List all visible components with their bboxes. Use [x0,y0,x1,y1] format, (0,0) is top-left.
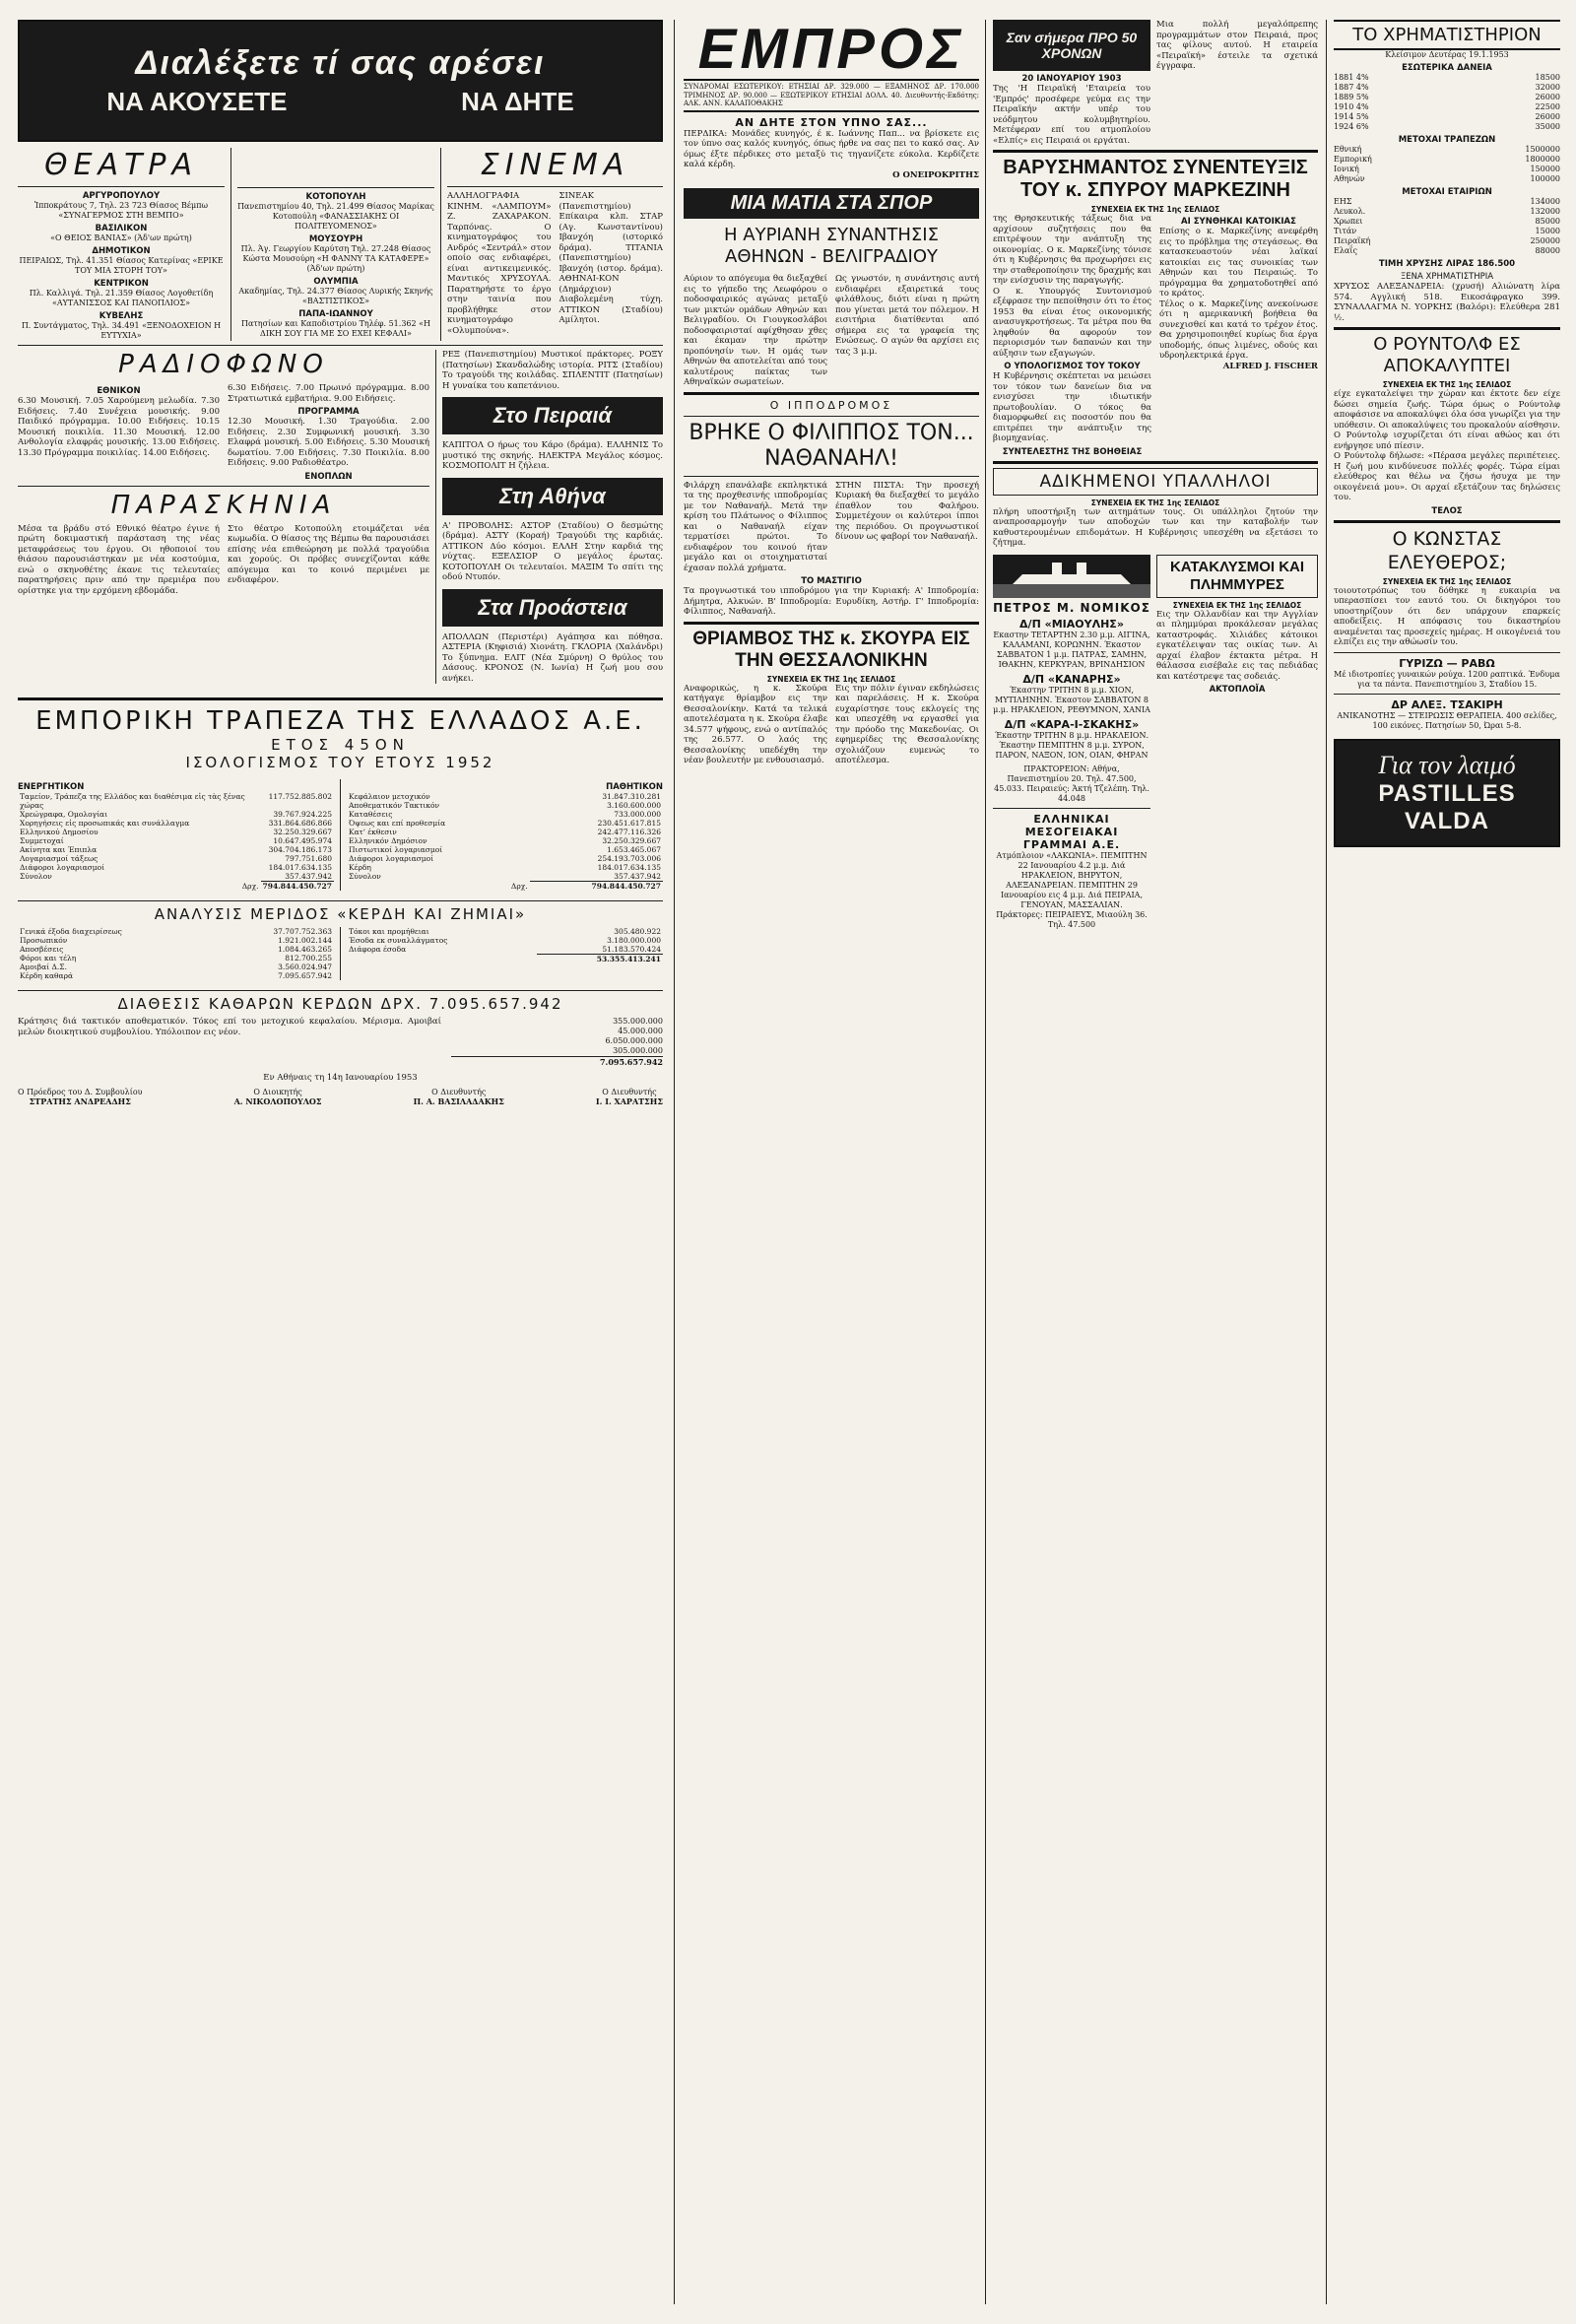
table-row: Έσοδα εκ συναλλάγματος 3.180.000.000 [349,936,661,945]
markezinis-signature: ALFRED J. FISCHER [1222,361,1318,371]
greek-lines-title: ΕΛΛΗΝΙΚΑΙ ΜΕΣΟΓΕΙΑΚΑΙ ΓΡΑΜΜΑΙ Α.Ε. [1022,812,1121,851]
table-row: Κέρδη καθαρά 7.095.657.942 [20,971,332,980]
exchange-section-1: ΕΣΩΤΕΡΙΚΑ ΔΑΝΕΙΑ [1402,63,1492,73]
exchange-section-2: ΜΕΤΟΧΑΙ ΤΡΑΠΕΖΩΝ [1398,135,1496,145]
table-row: Καταθέσεις 733.000.000 [349,810,661,819]
list-item: 1881 4% 18500 [1334,73,1560,82]
pl-credit-table [347,927,663,963]
radio-station-1: ΕΘΝΙΚΟΝ [97,386,141,396]
left-block [18,20,663,2304]
table-row: Πιστωτικοί λογαριασμοί 1.653.465.067 [349,845,661,854]
rudolph-end: ΤΕΛΟΣ [1431,505,1463,516]
liabilities-table [347,792,663,891]
loan-rates [1334,73,1560,132]
list-item: Εμπορική 1800000 [1334,155,1560,164]
table-row: Χρεώγραφα, Ομολογίαι 39.767.924.225 [20,810,332,819]
table-row-total: Δρχ. 794.844.450.727 [510,881,661,891]
assets-heading: ΕΝΕΡΓΗΤΙΚΟΝ [18,782,85,792]
gyrizo-text: Μέ ιδιοτροπίες γυναικών ρούχα. 1200 ραπτικά. Ένδυμα για τα πάντα. Πανεπιστημίου 3, Σταδίου 15. [1334,669,1560,689]
foreign-exchanges: ΞΕΝΑ ΧΡΗΜΑΤΙΣΤΗΡΙΑ [1400,272,1494,282]
adikimenoi-title: ΑΔΙΚΗΜΕΝΟΙ ΥΠΑΛΛΗΛΟΙ [993,468,1318,496]
radio-station-2: ΠΡΟΓΡΑΜΜΑ [297,407,360,417]
bank-year: ΕΤΟΣ 45ΟΝ [271,736,410,754]
cinema-venue-3: ΟΛΥΜΠΙΑ Ακαδημίας, Τηλ. 24.377 Θίασος Λυρικής Σκηνής «ΒΑΣΤΙΣΤΙΚΟΣ» [238,277,433,305]
list-item: Πειραϊκή 250000 [1334,236,1560,245]
theatres-section [18,148,230,341]
list-item: 1887 4% 32000 [1334,83,1560,92]
center-right-block [993,20,1318,2304]
table-row: Τόκοι και προμήθειαι 305.480.922 [349,927,661,936]
exchange-date: Κλείσιμον Δευτέρας 19.1.1953 [1385,50,1509,59]
rudolph-continued: ΣΥΝΕΧΕΙΑ ΕΚ ΤΗΣ 1ης ΣΕΛΙΔΟΣ [1382,380,1512,389]
signatures: Ο Πρόεδρος του Δ. Συμβουλίου ΣΤΡΑΤΗΣ ΑΝΔΡΕΑΔΗΣ Ο Διοικητής Α. ΝΙΚΟΛΟΠΟΥΛΟΣ Ο Διευθυντής Π. Α. ΒΑΣΙΛΑΔΑΚΗΣ Ο Διευθυντής Ι. Ι. ΧΑΡΑΤΣΗΣ [18,1087,663,1106]
table-row: Αμοιβαί Δ.Σ. 3.560.024.947 [20,963,332,971]
markezinis-text-1: της Θρησκευτικής τάξεως δια να αρχίσουν συζητήσεις που θα επιτρέψουν την ανάπτυξη της οικονομίας. Ο κ. Μαρκεζίνης τόνισε ότι η Κυβέρνησις θα προχωρήσει εις την σταθεροποίησιν της δραχμής και την ενίσχυσιν της παραγωγής. [993,214,1151,286]
distribution-title: ΔΙΑΘΕΣΙΣ ΚΑΘΑΡΩΝ ΚΕΡΔΩΝ ΔΡΧ. 7.095.657.942 [117,995,563,1013]
gyrizo-title: ΓΥΡΙΖΩ — ΡΑΒΩ [1399,656,1495,670]
list-item: Εθνική 1500000 [1334,145,1560,154]
radio-station-3: ΕΝΟΠΛΩΝ [304,471,353,482]
cinema-listings-2: ΡΕΞ (Πανεπιστημίου) Μυστικοί πράκτορες. ΡΟΞΥ (Πατησίων) Σκανδαλώδης ιστορία. ΡΙΤΣ (Σταδίου) Το τραγούδι της κοιλάδας. ΣΠΛΕΝΤΙΤ (Πατησίων) Η γυναίκα του καπετάνιου. [442,350,663,391]
table-row: Κατ' έκθεσιν 242.477.116.326 [349,828,661,836]
athina-banner: Στη Αθήνα [442,478,663,515]
theatre-list [18,191,225,341]
distribution-text: Κράτησις διά τακτικόν αποθεματικόν. Τόκος επί του μετοχικού κεφαλαίου. Μέρισμα. Αμοιβαί μελών διοικητικού συμβουλίου. Υπόλοιπον εις νέον. [18,1017,441,1037]
adikimenoi-continued: ΣΥΝΕΧΕΙΑ ΕΚ ΤΗΣ 1ης ΣΕΛΙΔΟΣ [1090,498,1220,507]
exchange-section-3: ΜΕΤΟΧΑΙ ΕΤΑΙΡΙΩΝ [1402,187,1492,197]
banner-see: ΝΑ ΔΗΤΕ [461,87,574,116]
list-item: 1914 5% 26000 [1334,112,1560,121]
rudolph-title: Ο ΡΟΥΝΤΟΛΦ ΕΣ ΑΠΟΚΑΛΥΠΤΕΙ [1373,334,1521,376]
radio-title: ΡΑΔΙΟΦΩΝΟ [118,350,329,379]
greek-lines-agents: Πράκτορες: ΠΕΙΡΑΙΕΥΣ, Μιαούλη 36. Τηλ. 47.500 [996,909,1148,929]
bank-statement [18,706,663,1106]
pl-title: ΑΝΑΛΥΣΙΣ ΜΕΡΙΔΟΣ «ΚΕΡΔΗ ΚΑΙ ΖΗΜΙΑΙ» [154,905,527,923]
bank-title: ΕΜΠΟΡΙΚΗ ΤΡΑΠΕΖΑ ΤΗΣ ΕΛΛΑΔΟΣ Α.Ε. [35,706,645,736]
markezinis-text-3: Επίσης ο κ. Μαρκεζίνης ανεφέρθη εις το πρόβλημα της στεγάσεως. Θα κατασκευαστούν νέαι λαϊκαί κατοικίαι εις τας συνοικίας των Αθηνών και του Πειραιώς. Το πρόγραμμα θα χρηματοδοτηθεί από το κράτος. [1159,227,1318,299]
banner-headline: Διαλέξετε τί σας αρέσει [135,44,546,82]
cinema-venues [231,148,440,341]
editorial-signature: Ο ΟΝΕΙΡΟΚΡΙΤΗΣ [892,169,979,180]
cinema-mail: ΑΛΛΗΛΟΓΡΑΦΙΑ ΚΙΝΗΜ. «ΛΑΜΠΟΥΜ» Ζ. ΖΑΧΑΡΑΚΟΝ. Ταρπόνας. Ο κινηματογράφος του Ανδρός «Σεντράλ» στον οποίο σας ενδιαφέρει, είναι αντικειμενικός. Μαντικός ΧΡΥΣΟΥΛΑ. Παρατηρήστε το έργο στην ταινία που προβλήθηκε στον κινηματογράφο «Ολυμπούνα». [447,191,552,336]
ship-3: Δ/Π «ΚΑΡΑ-Ι-ΣΚΑΚΗΣ» Έκαστην ΤΡΙΤΗΝ 8 μ.μ. ΗΡΑΚΛΕΙΟΝ. Έκαστην ΠΕΜΠΤΗΝ 8 μ.μ. ΣΥΡΟΝ, ΠΑΡΟΝ, ΝΑΞΟΝ, ΙΟΝ, ΟΙΑΝ, ΦΗΡΑΝ [994,717,1149,760]
backstage-title: ΠΑΡΑΣΚΗΝΙΑ [110,490,337,520]
flood-text: Εις την Ολλανδίαν και την Αγγλίαν αι πλημμύραι προκάλεσαν μεγάλας καταστροφάς. Χιλιάδες κάτοικοι εγκατέλειψαν τας οικίας των. Αι αρχαί έλαβον έκτακτα μέτρα. Η θάλασσα εισέβαλε εις τας πεδιάδας και κατέστρεψε τας σοδειάς. [1156,609,1318,682]
right-block [1334,20,1560,2304]
markezinis-title: ΒΑΡΥΣΗΜΑΝΤΟΣ ΣΥΝΕΝΤΕΥΞΙΣ ΤΟΥ κ. ΣΠΥΡΟΥ ΜΑΡΚΕΖΙΝΗ [1003,157,1308,201]
table-row: Λογαριασμοί τάξεως 797.751.680 [20,854,332,863]
adikimenoi-text: πλήρη υποστήριξη των αιτημάτων τους. Οι υπάλληλοι ζητούν την αναπροσαρμογήν των αποδοχών των και την καταβολήν των καθυστερουμένων επιδομάτων. Η Κυβέρνησις υπεσχέθη να εξετάσει το ζήτημα. [993,506,1318,548]
editorial-title: ΑΝ ΔΗΤΕ ΣΤΟΝ ΥΠΝΟ ΣΑΣ... [735,115,928,129]
proasteia-banner: Στα Προάστεια [442,589,663,627]
backstage-text-2: Στο θέατρο Κοτοπούλη ετοιμάζεται νέα κωμωδία. Ο θίασος της Βέμπω θα παρουσιάσει επίσης νέα επιθεώρηση με πολλά τραγούδια και χορούς. Οι πρόβες συνεχίζονται κάθε απόγευμα και το κοινό περιμένει με ενδιαφέρον. [228,523,429,585]
list-item: 1889 5% 26000 [1334,93,1560,101]
kostas-text: τοιουτοτρόπως του δόθηκε η ευκαιρία να υπερασπίσει τον εαυτό του. Οι δικηγόροι του υποστηρίζουν ότι δεν υπάρχουν επαρκείς αποδείξεις. Η απόφασις του δικαστηρίου αναμένεται τας προσεχείς ημέρας. Η οικογένειά του ελπίζει εις την αθώωσίν του. [1334,585,1560,647]
backstage-text-1: Μέσα τα βράδυ στό Εθνικό θέατρο έγινε ή πρώτη δοκιμαστική παράσταση της νέας μεταφράσεως του έργου. Οι ηθοποιοί του θιάσου παρουσιάστηκαν με νέα κοστούμια, ενώ ο σκηνοθέτης έκανε τις τελευταίες παρατηρήσεις πριν από την πρεμιέρα που ορίστηκε για την ερχόμενη εβδομάδα. [18,523,220,596]
kostas-title: Ο ΚΩΝΣΤΑΣ ΕΛΕΥΘΕΡΟΣ; [1387,527,1507,573]
greek-lines-text: Ατμόπλοιον «ΛΑΚΩΝΙΑ». ΠΕΜΠΤΗΝ 22 Ιανουαρίου 4.2 μ.μ. Διά ΗΡΑΚΛΕΙΟΝ, ΒΗΡΥΤΟΝ, ΑΛΕΞΑΝΔΡΕΙΑΝ. ΠΕΜΠΤΗΝ 29 Ιανουαρίου εις 4 μ.μ. Διά ΠΕΙΡΑΙΑ, ΓΕΝΟΥΑΝ, ΜΑΣΣΑΛΙΑΝ. [996,850,1148,909]
table-row-total: Δρχ. 794.844.450.727 [241,881,332,891]
table-row: Γενικά έξοδα διαχειρίσεως 37.707.752.363 [20,927,332,936]
table-row: Όψεως και επί προθεσμία 230.451.617.815 [349,819,661,828]
proasteia-listings: ΑΠΟΛΛΩΝ (Περιστέρι) Αγάπησα και πόθησα. ΑΣΤΕΡΙΑ (Κηφισιά) Χιονάτη. ΓΚΛΟΡΙΑ (Χαλάνδρι) Το ξύπνημα. ΕΛΙΤ (Νέα Σμύρνη) Ο θρύλος του Δάσους. ΚΡΟΝΟΣ (Ν. Ιωνία) Η ζωή μου σου ανήκει. [442,631,663,684]
pyramid-text: Μια πολλή μεγαλόπρεπης προγραμμάτων στον Πειραιά, προς τας φίλους αυτού. Η εταιρεία «Πειραϊκή» έστειλε τα σχετικά έγγραφα. [1156,20,1318,71]
athina-listings: Α' ΠΡΟΒΟΛΗΣ: ΑΣΤΟΡ (Σταδίου) Ο δεσμώτης (δράμα). ΑΣΤΥ (Κοραή) Τραγούδι της καρδιάς. ΑΤΤΙΚΟΝ Δύο κόσμοι. ΕΛΛΗ Στην καρδιά της νύχτας. ΕΞΕΛΣΙΟΡ Ο μεγάλος έρωτας. ΚΟΤΟΠΟΥΛΗ Οι τελευταίοι. ΜΑΞΙΜ Το σπίτι της οδού Ντυπόν. [442,520,663,582]
list-item: Χρωπει 85000 [1334,217,1560,226]
table-row: Αποσβέσεις 1.084.463.265 [20,945,332,954]
table-row: Ακίνητα και Έπιπλα 304.704.186.173 [20,845,332,854]
cinema-listings: ΣΙΝΕΑΚ (Πανεπιστημίου) Επίκαιρα κλπ. ΣΤΑΡ (Αγ. Κωνσταντίνου) Ιβανχόη (ιστορικό δράμα). ΤΙΤΑΝΙΑ (Πανεπιστημίου) Ιβανχόη (ιστορ. δράμα). ΑΘΗΝΑΙ-ΚΟΝ (Δημάρχιον) Διαβολεμένη τύχη. ΑΤΤΙΚΟΝ (Σταδίου) Αμίλητοι. [558,191,663,325]
markezinis-continued: ΣΥΝΕΧΕΙΑ ΕΚ ΤΗΣ 1ης ΣΕΛΙΔΟΣ [1090,205,1220,214]
table-row: Διάφοροι λογαριασμοί 254.193.703.006 [349,854,661,863]
radio-schedule-extra: 6.30 Ειδήσεις. 7.00 Πρωινό πρόγραμμα. 8.00 Στρατιωτικά εμβατήρια. 9.00 Ειδήσεις. [228,383,429,404]
shipping-ship-icon [993,555,1150,598]
list-item: 1910 4% 22500 [1334,102,1560,111]
valda-brand: PASTILLES VALDA [1378,779,1516,834]
theatre-5: ΚΥΒΕΛΗΣ Π. Συντάγματος, Τηλ. 34.491 «ΞΕΝΟΔΟΧΕΙΟΝ Η ΕΥΤΥΧΙΑ» [21,311,222,340]
bank-rates [1334,145,1560,184]
liabilities-heading: ΠΑΘΗΤΙΚΟΝ [606,782,663,792]
banner-listen: ΝΑ ΑΚΟΥΣΕΤΕ [106,87,288,116]
valda-slogan: Για τον λαιμό [1378,750,1516,779]
pl-debit-table [18,927,334,980]
table-row: Διάφορα έσοδα 51.183.570.424 [349,945,661,954]
table-row: Ταμείον, Τράπεζα της Ελλάδος και διαθέσιμα εἰς τὰς ξένας χώρας 117.752.885.802 [20,792,332,810]
masthead: ΕΜΠΡΟΣ [697,20,965,81]
skoura-continued: ΣΥΝΕΧΕΙΑ ΕΚ ΤΗΣ 1ης ΣΕΛΙΔΟΣ [766,674,896,684]
archive-text: Της 'Η Πειραϊκή 'Εταιρεία του 'Εμπρός' προσέφερε γεύμα εις την Πειραϊκήν ακτήν υπέρ του νεόδμητου κολυμβητηρίου. Μετέφεραν επί του ατμοπλοίου «Ελπίς» εις Πειραιά οι εργάται. [993,84,1150,146]
markezinis-text-2: Ο κ. Υπουργός Συντονισμού εξέφρασε την πεποίθησιν ότι το έτος 1953 θα είναι έτος οικονομικής ανασυγκροτήσεως. Τα μέτρα που θα ληφθούν θα αφορούν τον περιορισμόν των δαπανών και την αύξησιν των εξαγωγών. [993,286,1151,359]
rudolph-text-2: Ο Ρούντολφ δήλωσε: «Πέρασα μεγάλες περιπέτειες. Η ζωή μου κινδύνευσε πολλές φορές. Τώρα είμαι ελεύθερος και θέλω να ζήσω ήσυχα με την οικογένειά μου». Οι αρχαί εξετάζουν τας δηλώσεις του. [1334,451,1560,502]
sport-banner: ΜΙΑ ΜΑΤΙΑ ΣΤΑ ΣΠΟΡ [684,188,979,219]
table-row: Σύνολον 357.437.942 [349,872,661,881]
markezinis-sub-4: ΣΥΝΤΕΛΕΣΤΗΣ ΤΗΣ ΒΟΗΘΕΙΑΣ [1002,446,1143,457]
cinema-venue-1: ΚΟΤΟΠΟΥΛΗ Πανεπιστημίου 40, Τηλ. 21.499 Θίασος Μαρίκας Κοτοπούλη «ΦΑΝΑΣΣΙΑΚΗΣ ΟΙ ΠΟΛΙΤΕΥΟΜΕΝΟΣ» [237,192,434,231]
radio-schedule-1: 6.30 Μουσική. 7.05 Χαρούμενη μελωδία. 7.30 Ειδήσεις. 7.40 Συνέχεια μουσικής. 9.00 Παιδικό πρόγραμμα. 10.00 Ειδήσεις. 10.15 Μουσική ποικιλία. 11.30 Μουσική. 12.00 Ανθολογία ελαφράς μουσικής. 13.00 Ειδήσεις. 13.30 Πρόγραμμα ποικιλίας. 14.00 Ειδήσεις. [18,396,220,458]
horse-heading: Ο ΙΠΠΟΔΡΟΜΟΣ [769,398,893,412]
flood-title: ΚΑΤΑΚΛΥΣΜΟΙ ΚΑΙ ΠΛΗΜΜΥΡΕΣ [1156,555,1318,598]
doctor-title: ΔΡ ΑΛΕΞ. ΤΣΑΚΙΡΗ [1391,697,1503,711]
list-item: Τιτάν 15000 [1334,227,1560,235]
sport-text-1: Αύριον το απόγευμα θα διεξαχθεί εις το γήπεδο της Λεωφόρου ο ποδοσφαιρικός αγώνας μεταξύ των μικτών ομάδων Αθηνών και Βελιγραδίου. Οι Γιουγκοσλάβοι ποδοσφαιρισταί αφίχθησαν χθες και έκαμαν την πρώτην προπόνησίν των. Η ομάς των Αθηνών θα αποτελείται από τους καλυτέρους παίκτας των Αθηναϊκών σωματείων. [684,274,827,387]
bank-subtitle: ΙΣΟΛΟΓΙΣΜΟΣ ΤΟΥ ΕΤΟΥΣ 1952 [185,754,495,771]
ship-2: Δ/Π «ΚΑΝΑΡΗΣ» Έκαστην ΤΡΙΤΗΝ 8 μ.μ. ΧΙΟΝ, ΜΥΤΙΛΗΝΗΝ. Έκαστον ΣΑΒΒΑΤΟΝ 8 μ.μ. ΗΡΑΚΛΕΙΟΝ, ΡΕΘΥΜΝΟΝ, ΧΑΝΙΑ [993,672,1150,714]
markezinis-sub-2: ΑΙ ΣΥΝΘΗΚΑΙ ΚΑΤΟΙΚΙΑΣ [1181,217,1296,227]
kostas-continued: ΣΥΝΕΧΕΙΑ ΕΚ ΤΗΣ 1ης ΣΕΛΙΔΟΣ [1382,576,1512,586]
table-row: Συμμετοχαί 10.647.495.974 [20,836,332,845]
table-row-total: 53.355.413.241 [347,955,663,964]
cinema-section [441,148,663,341]
distribution-values: 355.000.000 45.000.000 6.050.000.000 305.000.000 7.095.657.942 [451,1017,663,1067]
horse-text-2: ΣΤΗΝ ΠΙΣΤΑ: Την προσεχή Κυριακή θα διεξαχθεί το μεγάλο έπαθλον του Φαλήρου. Συμμετέχουν οι καλύτεροι ίπποι της περιόδου. Οι προγνωστικοί δίνουν ως φαβορί τον Ναθαναήλ. [835,480,979,542]
markezinis-sub-3: Ο ΥΠΟΛΟΓΙΣΜΟΣ ΤΟΥ ΤΟΚΟΥ [1004,362,1141,371]
peiraias-listings: ΚΑΠΙΤΟΛ Ο ήρως του Κάρο (δράμα). ΕΛΛΗΝΙΣ Το μυστικό της σκηνής. ΗΛΕΚΤΡΑ Μεγάλος κόσμος. ΚΟΣΜΟΠΟΛΙΤ Η ζήλεια. [442,440,663,471]
whip-text: Τα προγνωστικά του ιπποδρόμου για την Κυριακή: Α' Ιπποδρομία: Δήμητρα, Αλκυών. Β' Ιπποδρομία: Ευρυδίκη, Αστήρ. Γ' Ιπποδρομία: Φίλιππος, Ναθαναήλ. [684,586,979,617]
shipping-caption: ΑΚΤΟΠΛΟΪΑ [1209,685,1266,695]
theatres-title: ΘΕΑΤΡΑ [43,148,199,182]
list-item: Ιονική 150000 [1334,165,1560,173]
valda-ad [1334,739,1560,847]
list-item: Αθηνών 100000 [1334,174,1560,183]
assets-table [18,792,334,891]
table-row: Κέρδη 184.017.634.135 [349,863,661,872]
table-row: Κεφάλαιον μετοχικόν 31.847.310.281 [349,792,661,801]
ship-1: Δ/Π «ΜΙΑΟΥΛΗΣ» Εκαστην ΤΕΤΑΡΤΗΝ 2.30 μ.μ. ΑΙΓΙΝΑ, ΚΑΛΑΜΑΝΙ, ΚΟΡΩΝΗΝ. Έκαστον ΣΑΒΒΑΤΟΝ 1 μ.μ. ΠΑΤΡΑΣ, ΣΑΜΗΝ, ΙΘΑΚΗΝ, ΚΕΡΚΥΡΑΝ, ΒΡΙΝΔΗΣΙΟΝ [993,617,1150,669]
list-item: Ελαΐς 88000 [1334,246,1560,255]
horse-text-1: Φιλάρχη επανάλαβε εκπληκτικά τα της προχθεσινής ιπποδρομίας με τον Ναθαναήλ. Μετά την κρίση του Πλάτωνος ο Φίλιππος και ο Ναθαναήλ είχαν τερματίσει πρώτοι. Το ενδιαφέρον του κοινού ήταν μεγάλο και οι στοιχηματισταί έχασαν πολλά χρήματα. [684,480,827,573]
list-item: Λευκολ. 132000 [1334,207,1560,216]
skoura-text-1: Αναφορικώς, η κ. Σκούρα κατήγαγε θρίαμβον εις την Θεσσαλονίκην. Κατά τα τελικά αποτελέσματα η κ. Σκούρα έλαβε 34.577 ψήφους, ενώ ο αντίπαλός της 26.577. Ο λαός της Θεσσαλονίκης υπεδέχθη την νέαν βουλευτήν με ενθουσιασμό. [684,683,827,765]
markezinis-text-5: Τέλος ο κ. Μαρκεζίνης ανεκοίνωσε ότι η αμερικανική βοήθεια θα συνεχισθεί και κατά το τρέχον έτος. Θα χρησιμοποιηθεί κυρίως δια έργα υποδομής, όπως λιμένες, οδούς και υδροηλεκτρικά έργα. [1159,299,1318,361]
theatre-4: ΚΕΝΤΡΙΚΟΝ Πλ. Καλλιγά. Τηλ. 21.359 Θίασος Λογοθετίδη «ΑΥΤΑΝΙΣΣΟΣ ΚΑΙ ΠΑΝΟΠΛΙΟΣ» [29,279,214,307]
flood-continued: ΣΥΝΕΧΕΙΑ ΕΚ ΤΗΣ 1ης ΣΕΛΙΔΟΣ [1172,600,1302,610]
list-item: ΕΗΣ 134000 [1334,197,1560,206]
horse-title: ΒΡΗΚΕ Ο ΦΙΛΙΠΠΟΣ ΤΟΝ... ΝΑΘΑΝΑΗΛ! [684,416,979,477]
gold-text: ΧΡΥΣΟΣ ΑΛΕΞΑΝΔΡΕΙΑ: (χρυσή) Αλιώνατη λίρα 574. Αγγλική 518. Εικοσάφραγκο 399. ΣΥΝΑΛΛΑΓΜΑ Ν. ΥΟΡΚΗΣ (Βαλόρι): Ελεύθερα 281 ½. [1334,282,1560,323]
table-row: Ελληνικού Δημοσίου 32.250.329.667 [20,828,332,836]
table-row: Διάφοροι λογαριασμοί 184.017.634.135 [20,863,332,872]
table-row: Ελληνικόν Δημόσιον 32.250.329.667 [349,836,661,845]
cinema-title: ΣΙΝΕΜΑ [480,148,630,182]
company-rates [1334,197,1560,256]
table-row: Προσωπικόν 1.921.002.144 [20,936,332,945]
skoura-text-2: Εις την πόλιν έγιναν εκδηλώσεις και παρελάσεις. Η κ. Σκούρα ευχαρίστησε τους εκλογείς της και υπεσχέθη να εργασθεί για την πρόοδο της Μακεδονίας. Οι εφημερίδες της Θεσσαλονίκης σχολιάζουν ευμενώς το αποτέλεσμα. [835,683,979,765]
peiraias-banner: Στο Πειραιά [442,397,663,434]
sport-title: Η ΑΥΡΙΑΝΗ ΣΥΝΑΝΤΗΣΙΣ ΑΘΗΝΩΝ - ΒΕΛΙΓΡΑΔΙΟΥ [724,225,939,267]
theatre-1: ΑΡΓΥΡΟΠΟΥΛΟΥ Ἱπποκράτους 7, Τηλ. 23 723 Θίασος Βέμπω «ΣΥΝΑΓΕΡΜΟΣ ΣΤΗ ΒΕΜΠΟ» [33,191,209,220]
theatre-2: ΒΑΣΙΛΙΚΟΝ «Ο ΘΕΙΟΣ ΒΑΝΙΑΣ» (Άδ'ων πρώτη) [50,224,192,242]
exchange-title: ΤΟ ΧΡΗΜΑΤΙΣΤΗΡΙΟΝ [1334,20,1560,50]
table-row: Φόροι και τέλη 812.700.255 [20,954,332,963]
doctor-text: ΑΝΙΚΑΝΟΤΗΣ — ΣΤΕΙΡΩΣΙΣ ΘΕΡΑΠΕΙΑ. 400 σελίδες, 100 εικόνες. Πατησίων 50, Ώραι 5-8. [1337,710,1557,730]
editorial-text: ΠΕΡΔΙΚΑ: Μονάδες κυνηγός, έ κ. Ιωάννης Παπ... να βρίσκετε εις τον ύπνο σας καλός κυνηγός, όπως ήρθε να σας πει το κακό σας. Αν όμως έξτε πέρδικες στο μεταξύ τις τηγανίζετε εύκολα. Κερδίζετε καλά κέρδη. [684,128,979,169]
gold-price: ΤΙΜΗ ΧΡΥΣΗΣ ΛΙΡΑΣ 186.500 [1378,259,1516,269]
table-row: Χορηγήσεις εἰς προσωπικάς και συνάλλαγμα 331.864.686.866 [20,819,332,828]
archive-banner: Σαν σήμερα ΠΡΟ 50 ΧΡΟΝΩΝ [993,20,1150,71]
center-block [684,20,979,2304]
subscription-info: ΣΥΝΔΡΟΜΑΙ ΕΣΩΤΕΡΙΚΟΥ: ΕΤΗΣΙΑΙ ΔΡ. 329.000 — ΕΞΑΜΗΝΟΣ ΔΡ. 170.000 ΤΡΙΜΗΝΟΣ ΔΡ. 90.000 — ΕΞΩΤΕΡΙΚΟΥ ΕΤΗΣΙΑΙ ΔΟΛΛ. 40. Διευθυντής-Εκδότης: ΑΛΚ. ΑΝΝ. ΚΑΛΑΠΟΘΑΚΗΣ [684,79,979,112]
theatre-3: ΔΗΜΟΤΙΚΟΝ ΠΕΙΡΑΙΩΣ, Τηλ. 41.351 Θίασος Κατερίνας «ΕΡΙΚΕ ΤΟΥ ΜΙΑ ΣΤΟΡΗ ΤΟΥ» [19,246,224,275]
ship-icon [993,555,1150,598]
archive-date: 20 ΙΑΝΟΥΑΡΙΟΥ 1903 [1021,74,1122,84]
list-item: 1924 6% 35000 [1334,122,1560,131]
rudolph-text: είχε εγκαταλείψει την χώραν και έκτοτε δεν είχε δώσει σημεία ζωής. Τώρα όμως ο Ρούντολφ αποφάσισε να αποκαλύψει όλα όσα γνωρίζει για την υπόθεσιν. Οι αποκαλύψεις του προκαλούν αίσθησιν. Ο Ρούντολφ ισχυρίζεται ότι είναι αθώος και ότι ενήργησε υπό πίεσιν. [1334,389,1560,451]
entertainment-banner [18,20,663,142]
signature-date: Εν Αθήναις τη 14η Ιανουαρίου 1953 [263,1073,418,1083]
markezinis-text-4: Η Κυβέρνησις σκέπτεται να μειώσει τον τόκον των δανείων δια να ενισχύσει την ιδιωτικήν πρωτοβουλίαν. Ο τόκος θα διαμορφωθεί εις ποσοστόν που θα επιτρέπει την ανάπτυξιν της βιομηχανίας. [993,371,1151,443]
shipping-company: ΠΕΤΡΟΣ Μ. ΝΟΜΙΚΟΣ [993,600,1150,615]
table-row: Αποθεματικόν Τακτικόν 3.160.600.000 [349,801,661,810]
radio-schedule-2: 12.30 Μουσική. 1.30 Τραγούδια. 2.00 Ειδήσεις. 2.30 Συμφωνική μουσική. 3.30 Ελαφρά μουσική. 5.00 Ειδήσεις. 5.30 Μουσική δωματίου. 7.00 Ειδήσεις. 7.30 Ποικιλία. 8.00 Ειδήσεις. 9.00 Ραδιοθέατρο. [228,417,429,468]
table-row: Σύνολον 357.437.942 [20,872,332,881]
shipping-agents: ΠΡΑΚΤΟΡΕΙΟΝ: Αθήνα, Πανεπιστημίου 20. Τηλ. 47.500, 45.033. Πειραιεύς: Άκτή Τζελέπη. Τηλ. 44.048 [994,764,1149,803]
cinema-venue-4: ΠΑΠΑ-ΙΩΑΝΝΟΥ Πατησίων και Καποδιστρίου Τηλέφ. 51.362 «Η ΔΙΚΗ ΣΟΥ ΓΙΑ ΜΕ ΣΟ ΕΧΕΙ ΚΕΦΑΛΙ» [241,309,430,338]
skoura-title: ΘΡΙΑΜΒΟΣ ΤΗΣ κ. ΣΚΟΥΡΑ ΕΙΣ ΤΗΝ ΘΕΣΣΑΛΟΝΙΚΗΝ [692,628,970,671]
whip-heading: ΤΟ ΜΑΣΤΙΓΙΟ [801,576,862,586]
sport-text-2: Ως γνωστόν, η συνάντησις αυτή ενδιαφέρει εξαιρετικά τους φιλάθλους, διότι είναι η πρώτη που γίνεται μετά τον πόλεμον. Η εισιτήρια διατίθενται από σήμερα εις τα γραφεία της Ενώσεως. Ο αγών θα αρχίσει εις τας 3 μ.μ. [835,274,979,357]
cinema-venue-2: ΜΟΥΣΟΥΡΗ Πλ. Άγ. Γεωργίου Καρύτση Τηλ. 27.248 Θίασος Κώστα Μουσούρη «Η ΦΑΝΝΥ ΤΑ ΚΑΤΑΦΕΡΕ» (Άδ'ων πρώτη) [240,234,431,273]
